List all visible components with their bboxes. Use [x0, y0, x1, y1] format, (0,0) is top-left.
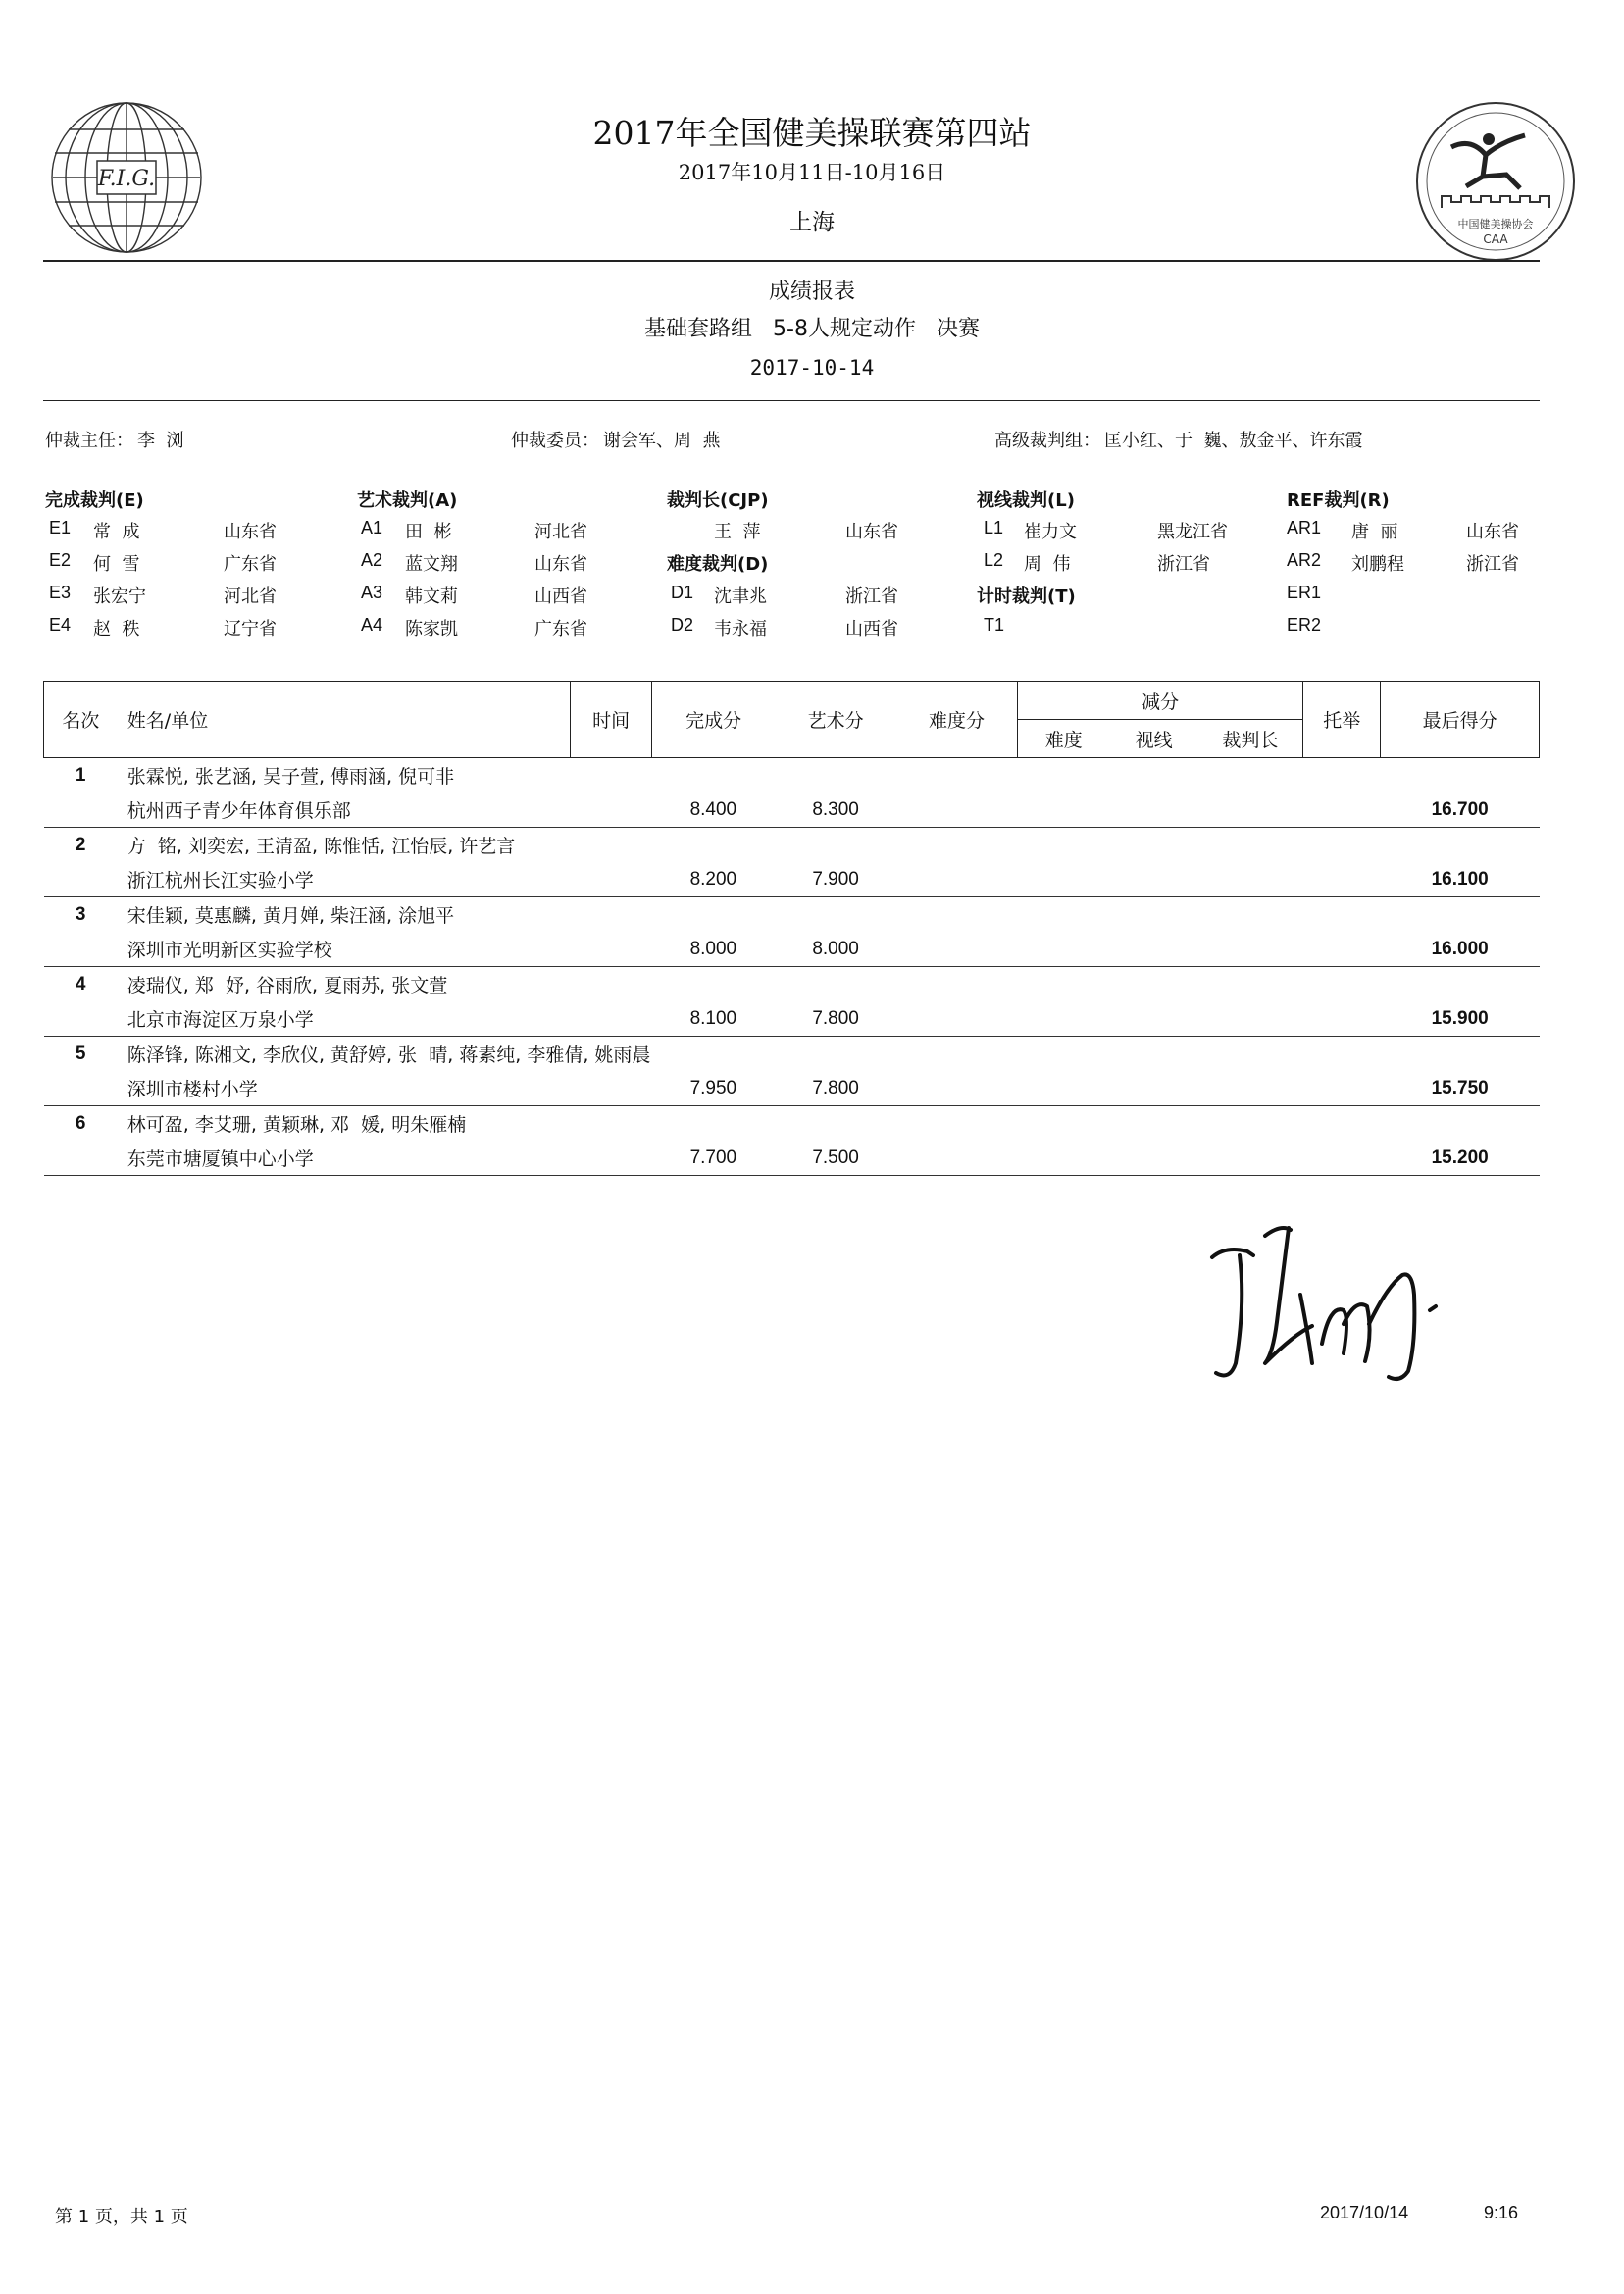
col-lift: 托举 [1303, 682, 1381, 758]
judge-name: 田 彬 [405, 522, 452, 542]
timer-code: T1 [984, 615, 1005, 635]
judge-code: D1 [671, 583, 694, 602]
ref-judges-heading: REF裁判(R) [1287, 490, 1390, 511]
judge-code: D2 [671, 615, 694, 635]
rank-cell: 2 [75, 834, 86, 855]
cjp-name: 王 萍 [714, 522, 761, 542]
members-cell: 林可盈, 李艾珊, 黄颖琳, 邓 媛, 明朱雁楠 [127, 1114, 467, 1136]
judge-code: E1 [49, 518, 72, 537]
judge-province: 山西省 [845, 619, 898, 639]
judge-code: ER1 [1287, 583, 1322, 602]
senior-judges [994, 427, 1366, 452]
execution-score: 7.700 [652, 1141, 776, 1176]
rank-cell: 5 [75, 1043, 86, 1064]
judge-name: 韦永福 [714, 619, 767, 639]
print-time: 9:16 [1484, 2203, 1519, 2222]
col-difficulty: 难度分 [896, 682, 1018, 758]
judge-code: A2 [361, 550, 383, 570]
report-group: 基础套路组 5-8人规定动作 决赛 [644, 317, 980, 341]
artistry-judges-heading: 艺术裁判(A) [357, 490, 458, 511]
cjp-province: 山东省 [845, 522, 898, 542]
judge-name: 周 伟 [1024, 554, 1071, 575]
judge-province: 广东省 [224, 554, 277, 575]
judge-name: 沈聿兆 [714, 586, 767, 607]
judge-province: 山东省 [1466, 522, 1519, 542]
artistry-score: 8.000 [775, 932, 896, 967]
col-execution: 完成分 [652, 682, 776, 758]
judge-name: 蓝文翔 [405, 554, 458, 575]
unit-cell: 东莞市塘厦镇中心小学 [118, 1141, 571, 1176]
table-header-row [44, 682, 1540, 720]
senior-judges-label: 高级裁判组： [994, 431, 1100, 451]
judge-name: 崔力文 [1024, 522, 1077, 542]
final-score: 15.900 [1381, 1001, 1540, 1037]
judge-name: 常 成 [93, 522, 140, 542]
col-artistry: 艺术分 [775, 682, 896, 758]
table-row [44, 1071, 1540, 1106]
artistry-score: 7.900 [775, 862, 896, 897]
judge-name: 赵 秩 [93, 619, 140, 639]
table-row [44, 862, 1540, 897]
col-name-unit: 姓名/单位 [118, 682, 571, 758]
judge-code: E4 [49, 615, 72, 635]
judge-code: E3 [49, 583, 72, 602]
table-row [44, 932, 1540, 967]
table-row [44, 1106, 1540, 1142]
final-score: 15.200 [1381, 1141, 1540, 1176]
judge-province: 山东省 [224, 522, 277, 542]
artistry-score: 7.800 [775, 1071, 896, 1106]
judge-province: 辽宁省 [224, 619, 277, 639]
rank-cell: 1 [75, 764, 86, 786]
arbiter-committee [511, 427, 724, 452]
col-rank: 名次 [44, 682, 118, 758]
judge-name: 何 雪 [93, 554, 140, 575]
arbiter-committee-label: 仲裁委员： [511, 431, 599, 451]
final-score: 16.100 [1381, 862, 1540, 897]
print-date: 2017/10/14 [1320, 2203, 1409, 2222]
results-table [43, 681, 1540, 1176]
table-row [44, 897, 1540, 933]
col-ded-cjp: 裁判长 [1198, 720, 1303, 758]
event-city: 上海 [789, 210, 835, 235]
members-cell: 张霖悦, 张艺涵, 吴子萱, 傅雨涵, 倪可非 [127, 766, 455, 788]
members-cell: 凌瑞仪, 郑 妤, 谷雨欣, 夏雨苏, 张文萱 [127, 975, 448, 996]
report-date: 2017-10-14 [749, 356, 875, 380]
senior-judges-names: 匡小红、于 巍、敖金平、许东霞 [1104, 431, 1363, 451]
judge-province: 山西省 [534, 586, 587, 607]
judge-name: 张宏宁 [93, 586, 146, 607]
judge-province: 山东省 [534, 554, 587, 575]
final-score: 16.000 [1381, 932, 1540, 967]
report-title: 成绩报表 [768, 280, 855, 304]
judge-province: 浙江省 [845, 586, 898, 607]
unit-cell: 深圳市光明新区实验学校 [118, 932, 571, 967]
execution-score: 8.200 [652, 862, 776, 897]
final-score: 16.700 [1381, 792, 1540, 828]
artistry-score: 7.800 [775, 1001, 896, 1037]
header-divider [43, 260, 1540, 262]
col-ded-line: 视线 [1110, 720, 1198, 758]
judge-code: A1 [361, 518, 383, 537]
caa-logo-abbr: CAA [1483, 232, 1508, 246]
judge-code: E2 [49, 550, 72, 570]
cjp-heading: 裁判长(CJP) [667, 490, 769, 511]
unit-cell: 杭州西子青少年体育俱乐部 [118, 792, 571, 828]
rank-cell: 3 [75, 903, 86, 925]
judge-code: L1 [984, 518, 1004, 537]
members-cell: 陈泽锋, 陈湘文, 李欣仪, 黄舒婷, 张 晴, 蒋素纯, 李雅倩, 姚雨晨 [127, 1045, 651, 1066]
arbiter-committee-names: 谢会军、周 燕 [603, 431, 721, 451]
judge-province: 河北省 [534, 522, 587, 542]
execution-score: 8.400 [652, 792, 776, 828]
event-dates: 2017年10月11日-10月16日 [678, 161, 946, 184]
table-row [44, 792, 1540, 828]
table-row [44, 1001, 1540, 1037]
table-row [44, 758, 1540, 793]
rank-cell: 4 [75, 973, 86, 994]
judge-code: A4 [361, 615, 383, 635]
report-divider [43, 400, 1540, 401]
col-deduction: 减分 [1018, 682, 1303, 720]
rank-cell: 6 [75, 1112, 86, 1134]
execution-score: 8.000 [652, 932, 776, 967]
col-final: 最后得分 [1381, 682, 1540, 758]
judge-province: 浙江省 [1466, 554, 1519, 575]
execution-score: 7.950 [652, 1071, 776, 1106]
members-cell: 宋佳颖, 莫惠麟, 黄月婵, 柴汪涵, 涂旭平 [127, 905, 455, 927]
execution-judges-heading: 完成裁判(E) [45, 490, 144, 511]
judge-name: 韩文莉 [405, 586, 458, 607]
col-ded-difficulty: 难度 [1018, 720, 1110, 758]
judge-province: 广东省 [534, 619, 587, 639]
signature [1206, 1216, 1451, 1412]
judge-name: 唐 丽 [1351, 522, 1398, 542]
table-row [44, 967, 1540, 1002]
line-judges-heading: 视线裁判(L) [977, 490, 1075, 511]
caa-logo-text: 中国健美操协会 [1457, 218, 1534, 230]
judge-name: 刘鹏程 [1351, 554, 1404, 575]
artistry-score: 7.500 [775, 1141, 896, 1176]
table-row [44, 1037, 1540, 1072]
col-time: 时间 [571, 682, 652, 758]
timer-judges-heading: 计时裁判(T) [977, 586, 1076, 607]
judge-code: AR1 [1287, 518, 1322, 537]
chief-arbiter-name: 李 浏 [137, 431, 184, 451]
judge-code: L2 [984, 550, 1004, 570]
judge-code: ER2 [1287, 615, 1322, 635]
judge-code: A3 [361, 583, 383, 602]
table-row [44, 828, 1540, 863]
members-cell: 方 铭, 刘奕宏, 王清盈, 陈惟恬, 江怡辰, 许艺言 [127, 836, 516, 857]
unit-cell: 深圳市楼村小学 [118, 1071, 571, 1106]
page-number: 第 1 页，共 1 页 [55, 2207, 188, 2227]
table-row [44, 1141, 1540, 1176]
judge-code: AR2 [1287, 550, 1322, 570]
judge-province: 浙江省 [1157, 554, 1210, 575]
unit-cell: 北京市海淀区万泉小学 [118, 1001, 571, 1037]
chief-arbiter [45, 427, 187, 452]
difficulty-judges-heading: 难度裁判(D) [667, 554, 769, 575]
final-score: 15.750 [1381, 1071, 1540, 1106]
artistry-score: 8.300 [775, 792, 896, 828]
unit-cell: 浙江杭州长江实验小学 [118, 862, 571, 897]
fig-logo-text: F.I.G. [97, 167, 156, 191]
chief-arbiter-label: 仲裁主任： [45, 431, 133, 451]
judge-province: 河北省 [224, 586, 277, 607]
judge-province: 黑龙江省 [1157, 522, 1228, 542]
event-title: 2017年全国健美操联赛第四站 [592, 114, 1032, 152]
execution-score: 8.100 [652, 1001, 776, 1037]
judge-name: 陈家凯 [405, 619, 458, 639]
